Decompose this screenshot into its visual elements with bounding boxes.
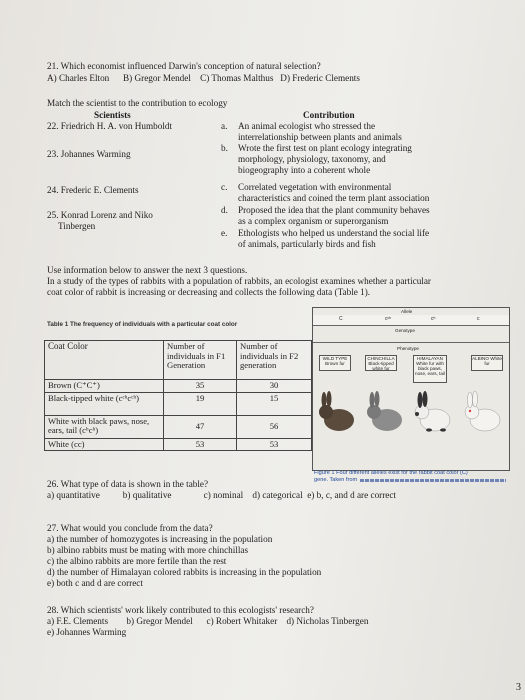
allele-3: cʰ	[431, 316, 436, 322]
allele-row	[313, 315, 509, 326]
scientist-25-cont: Tinbergen	[58, 221, 96, 231]
row-f2: 53	[237, 438, 312, 451]
albino-rabbit-image	[463, 390, 505, 434]
header-coat-color: Coat Color	[45, 341, 164, 380]
frequency-table	[44, 340, 312, 451]
himalayan-rabbit-image	[413, 390, 455, 434]
contribution-d-line1: Proposed the idea that the plant community behaves	[238, 205, 430, 215]
header-f1: Number of individuals in F1 Generation	[164, 341, 237, 380]
allele-figure	[312, 307, 510, 471]
page-number: 3	[516, 682, 521, 693]
contribution-c-line2: characteristics and coined the term plant association	[238, 193, 430, 203]
matching-instruction: Match the scientist to the contribution to ecology	[47, 98, 228, 108]
contribution-d-letter: d.	[221, 205, 228, 215]
q27-question: 27. What would you conclude from the data?	[47, 523, 213, 533]
row-f2: 30	[237, 380, 312, 393]
genotype-row	[313, 334, 509, 343]
phenotype-himalayan: HIMALAYAN White fur with black paws, nose, ears, tail	[413, 355, 447, 383]
row-label: Black-tipped white (cᶜʰcᶜʰ)	[45, 392, 164, 415]
table-header-row	[45, 341, 312, 380]
contribution-e-letter: e.	[221, 228, 228, 238]
scientists-heading: Scientists	[94, 110, 131, 120]
figure-caption-line2: gene. Taken from	[314, 477, 358, 483]
row-label: White (cc)	[45, 438, 164, 451]
contribution-a-line1: An animal ecologist who stressed the	[238, 121, 376, 131]
q28-options-line1: a) F.E. Clements b) Gregor Mendel c) Robert Whitaker d) Nicholas Tinbergen	[47, 616, 369, 626]
table-caption: Table 1 The frequency of individuals with a particular coat color	[47, 321, 238, 328]
scientist-23: 23. Johannes Warming	[47, 149, 131, 159]
contribution-b-line1: Wrote the first test on plant ecology integrating	[238, 143, 412, 153]
intro-line1: Use information below to answer the next 3 questions.	[47, 265, 248, 275]
scientist-22: 22. Friedrich H. A. von Humboldt	[47, 121, 173, 131]
row-f1: 35	[164, 380, 237, 393]
q21-question: 21. Which economist influenced Darwin's conception of natural selection?	[47, 61, 321, 71]
phenotype-albino: ALBINO White fur	[471, 355, 503, 371]
table-row	[45, 415, 312, 438]
contribution-b-letter: b.	[221, 143, 228, 153]
contribution-b-line3: biogeography into a coherent whole	[238, 165, 371, 175]
row-f1: 47	[164, 415, 237, 438]
allele-1: C	[339, 316, 343, 322]
q28-question: 28. Which scientists' work likely contributed to this ecologists' research?	[47, 605, 314, 615]
contribution-c-letter: c.	[221, 182, 228, 192]
row-f1: 19	[164, 392, 237, 415]
q26-question: 26. What type of data is shown in the table?	[47, 479, 209, 489]
q27-option-e: e) both c and d are correct	[47, 578, 143, 588]
contribution-b-line2: morphology, physiology, taxonomy, and	[238, 154, 386, 164]
contribution-e-line2: of animals, particularly birds and fish	[238, 239, 376, 249]
table-row	[45, 438, 312, 451]
row-f1: 53	[164, 438, 237, 451]
scientist-24: 24. Frederic E. Clements	[47, 185, 139, 195]
blurred-url-text	[360, 479, 506, 482]
table-row	[45, 380, 312, 393]
q27-option-b: b) albino rabbits must be mating with more chinchillas	[47, 545, 249, 555]
brown-rabbit-image	[317, 390, 359, 434]
phenotype-label: Phenotype	[397, 346, 419, 351]
allele-4: c	[477, 316, 480, 322]
contribution-heading: Contribution	[303, 110, 355, 120]
chinchilla-rabbit-image	[365, 390, 407, 434]
phenotype-chinchilla: CHINCHILLA Black-tipped white fur	[365, 355, 397, 371]
genotype-label: Genotype	[395, 328, 415, 333]
q26-options: a) quantitative b) qualitative c) nominal d) categorical e) b, c, and d are correct	[47, 490, 396, 500]
intro-line2: In a study of the types of rabbits with a population of rabbits, an ecologist examines whether a particular	[47, 276, 431, 286]
q27-option-c: c) the albino rabbits are more fertile than the rest	[47, 556, 227, 566]
contribution-a-line2: interrelationship between plants and animals	[238, 132, 402, 142]
contribution-d-line2: as a complex organism or superorganism	[238, 216, 389, 226]
q27-option-d: d) the number of Himalayan colored rabbits is increasing in the population	[47, 567, 322, 577]
table-row	[45, 392, 312, 415]
row-label: Brown (C⁺C⁺)	[45, 380, 164, 393]
row-f2: 56	[237, 415, 312, 438]
scientist-25: 25. Konrad Lorenz and Niko	[47, 210, 153, 220]
row-f2: 15	[237, 392, 312, 415]
q28-options-line2: e) Johannes Warming	[47, 627, 127, 637]
q21-options: A) Charles Elton B) Gregor Mendel C) Thomas Malthus D) Frederic Clements	[47, 73, 360, 83]
header-f2: Number of individuals in F2 generation	[237, 341, 312, 380]
q27-option-a: a) the number of homozygotes is increasing in the population	[47, 534, 273, 544]
contribution-c-line1: Correlated vegetation with environmental	[238, 182, 392, 192]
allele-2: cᶜʰ	[385, 316, 392, 322]
contribution-a-letter: a.	[221, 121, 228, 131]
row-label: White with black paws, nose, ears, tail (cʰcʰ)	[45, 415, 164, 438]
phenotype-wild-type: WILD TYPE Brown fur	[319, 355, 351, 371]
intro-line3: coat color of rabbit is increasing or decreasing and collects the following data (Table 1).	[47, 287, 371, 297]
allele-label: Allele	[401, 309, 413, 314]
figure-caption-line1: Figure 1 Four different alleles exist for the rabbit coat color (C)	[314, 470, 468, 476]
contribution-e-line1: Ethologists who helped us understand the social life	[238, 228, 430, 238]
